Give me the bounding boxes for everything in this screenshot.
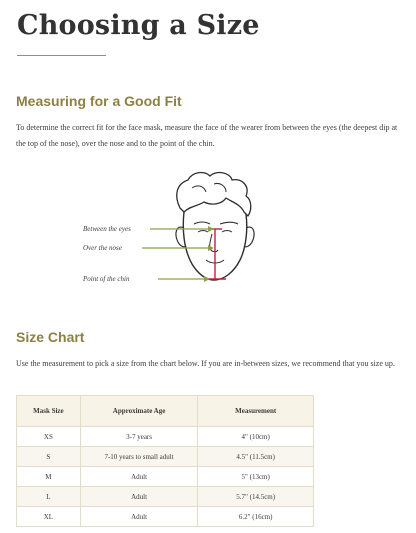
cell-measurement: 5" (13cm) xyxy=(198,467,314,487)
cell-size: S xyxy=(17,447,81,467)
cell-age: Adult xyxy=(80,507,198,527)
right-eyebrow xyxy=(220,222,238,224)
header-approximate-age: Approximate Age xyxy=(80,396,198,427)
right-eye xyxy=(222,231,232,233)
table-row xyxy=(17,467,314,487)
label-between-eyes: Between the eyes xyxy=(83,225,131,233)
label-point-of-chin: Point of the chin xyxy=(83,275,130,283)
fit-paragraph: To determine the correct fit for the face mask, measure the face of the wearer from between the eyes (the deepest dip at the top of the nose), over the nose and to the point of the chin. xyxy=(16,123,398,148)
table-row xyxy=(17,427,314,447)
size-chart-heading: Size Chart xyxy=(16,329,85,345)
arrowhead-chin xyxy=(204,276,210,282)
header-measurement: Measurement xyxy=(198,396,314,427)
hair-outline xyxy=(177,173,251,216)
cell-age: Adult xyxy=(80,467,198,487)
table-row xyxy=(17,507,314,527)
hair-strand-2 xyxy=(214,183,226,192)
table-header-row xyxy=(17,396,314,427)
hair-strand xyxy=(192,186,206,192)
title-underline xyxy=(17,55,106,56)
fit-heading: Measuring for a Good Fit xyxy=(16,93,182,109)
cell-measurement: 4.5" (11.5cm) xyxy=(198,447,314,467)
cell-size: XL xyxy=(17,507,81,527)
table-row xyxy=(17,487,314,507)
size-table xyxy=(16,395,314,527)
cell-measurement: 4" (10cm) xyxy=(198,427,314,447)
label-over-nose: Over the nose xyxy=(83,244,122,252)
cell-age: 7-10 years to small adult xyxy=(80,447,198,467)
cell-measurement: 6.2" (16cm) xyxy=(198,507,314,527)
arrowhead-between-eyes xyxy=(208,226,214,232)
cell-size: M xyxy=(17,467,81,487)
cell-age: Adult xyxy=(80,487,198,507)
page-title: Choosing a Size xyxy=(17,10,260,41)
size-chart-paragraph: Use the measurement to pick a size from the chart below. If you are in-between sizes, we recommend that you size up. xyxy=(16,359,395,368)
cell-size: L xyxy=(17,487,81,507)
cell-measurement: 5.7" (14.5cm) xyxy=(198,487,314,507)
cell-size: XS xyxy=(17,427,81,447)
left-eye xyxy=(198,231,208,233)
face-measurement-diagram xyxy=(80,168,300,298)
header-mask-size: Mask Size xyxy=(17,396,81,427)
table-row xyxy=(17,447,314,467)
left-eyebrow xyxy=(194,222,210,224)
cell-age: 3-7 years xyxy=(80,427,198,447)
